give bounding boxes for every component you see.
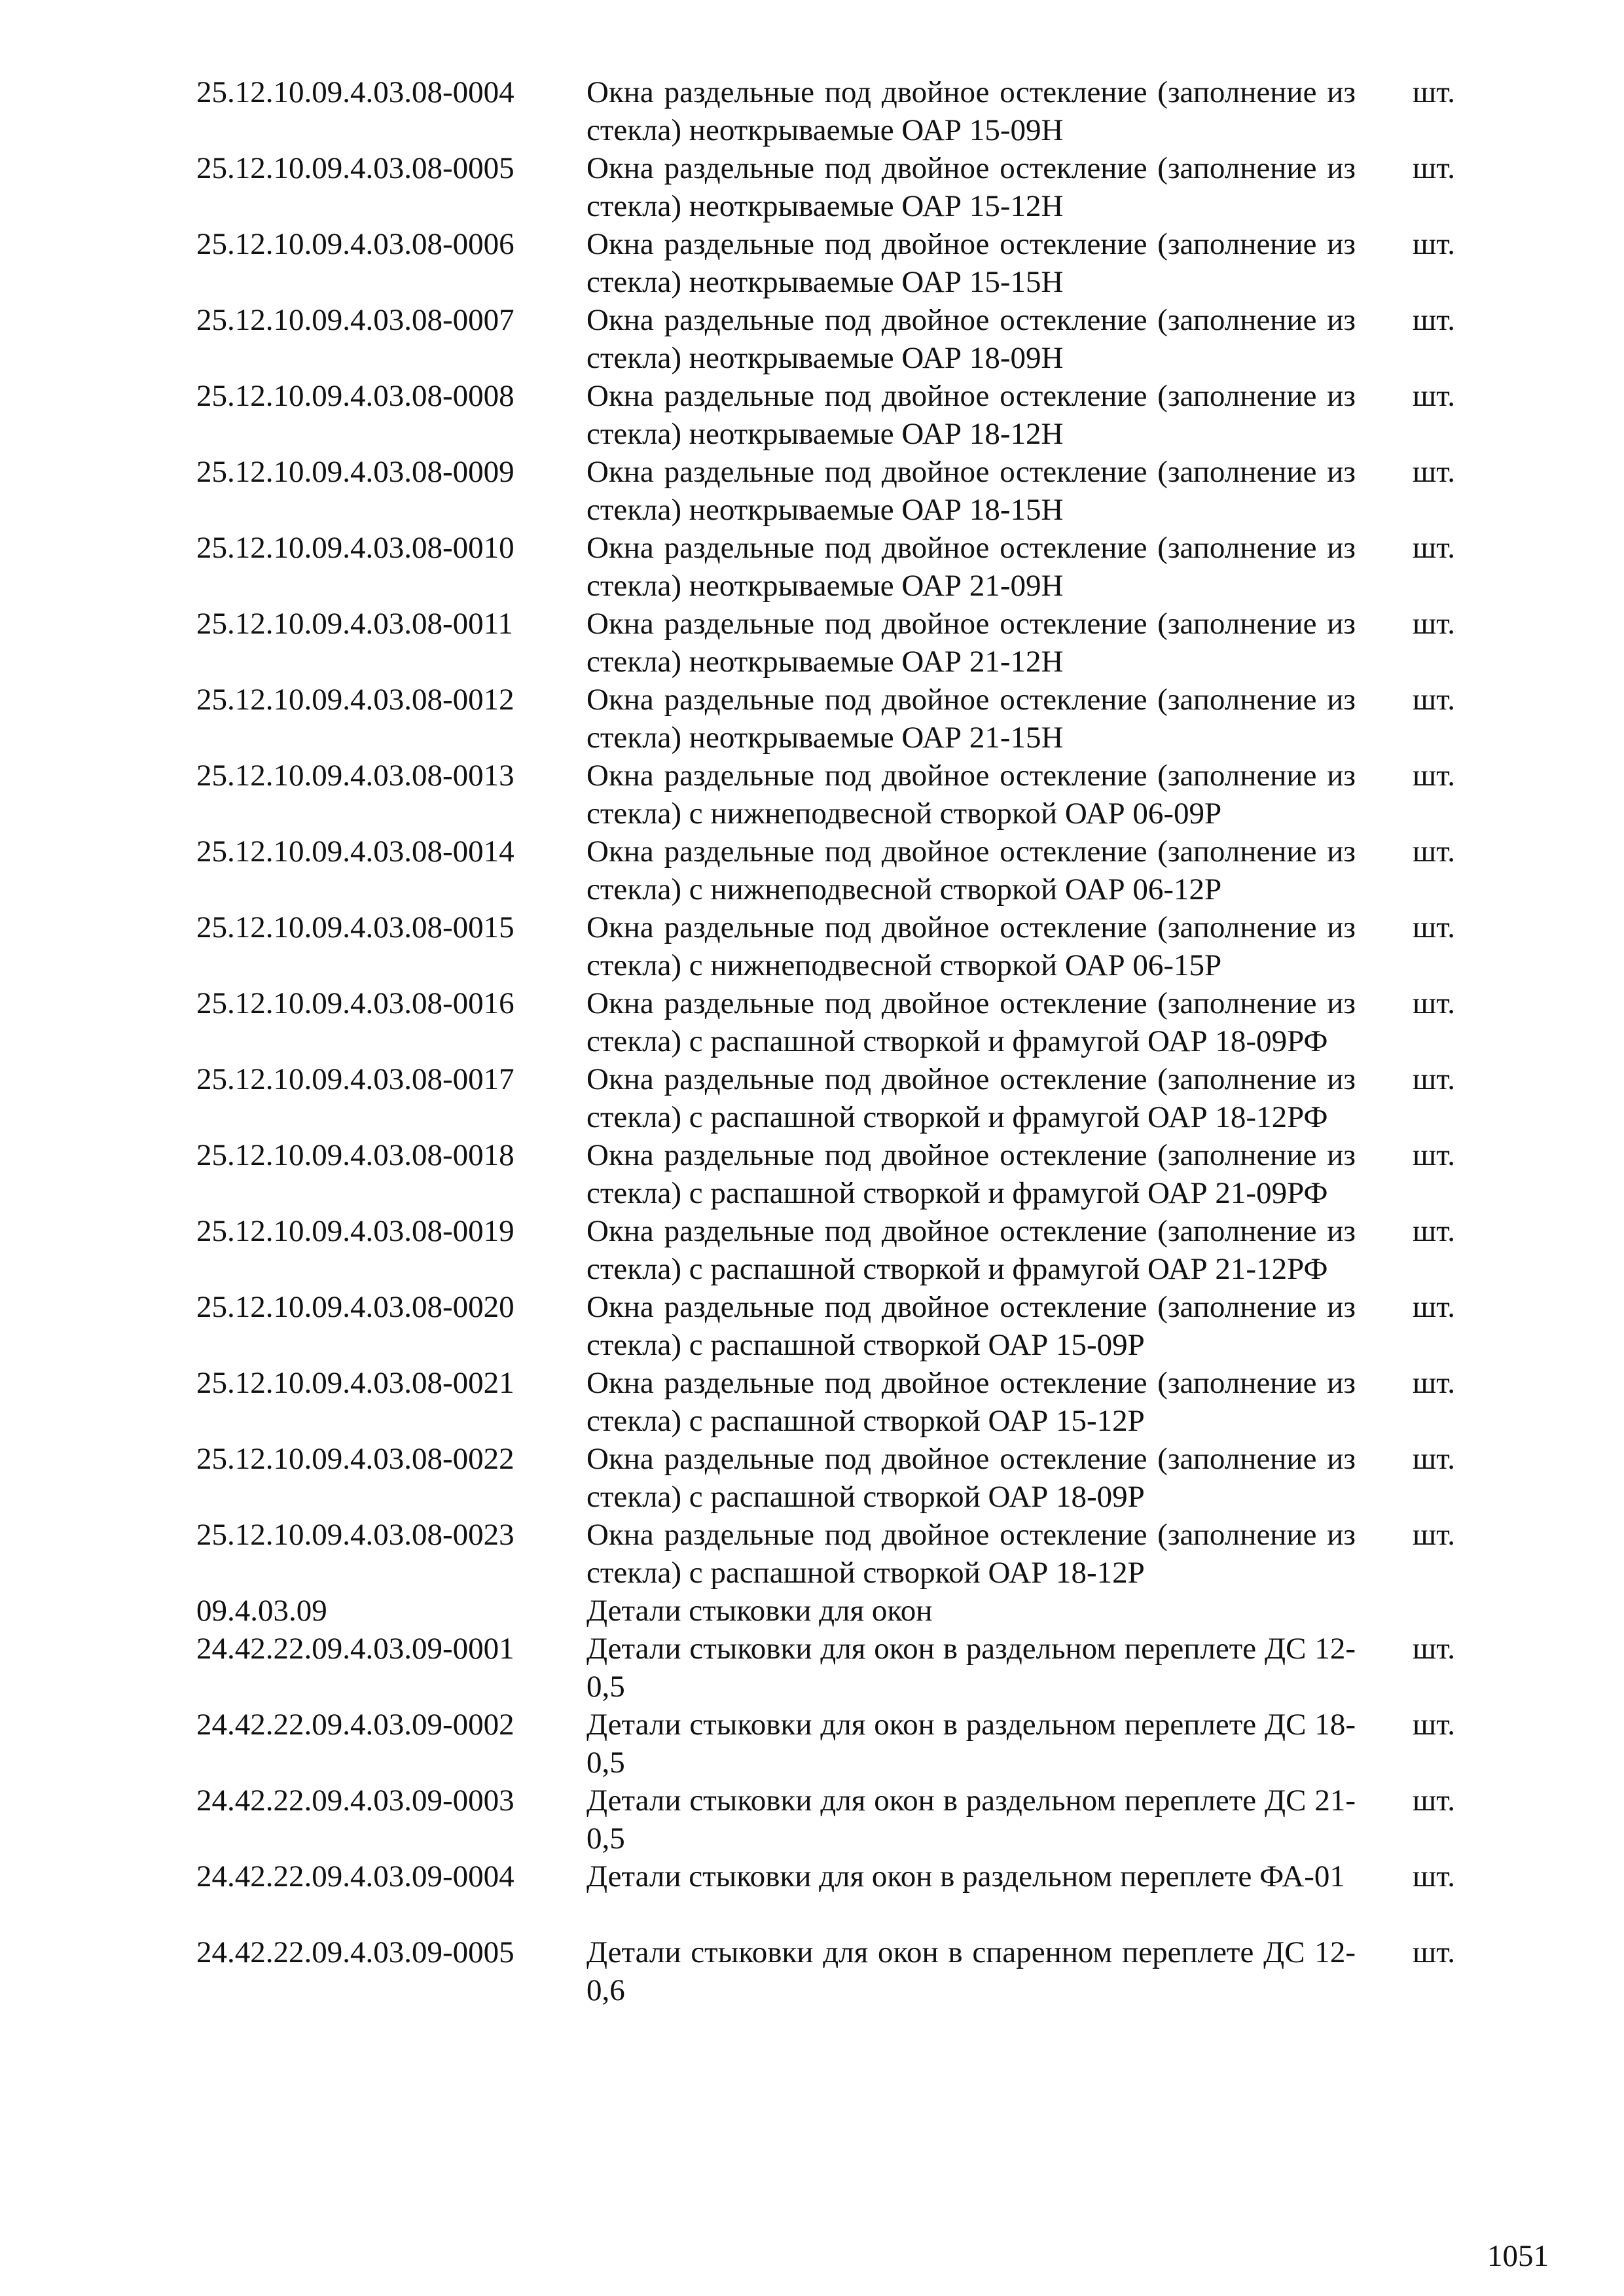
row-name: Окна раздельные под двойное остекление (заполнение из стекла) неоткрываемые ОАР 15-12Н (586, 151, 1356, 223)
catalog-row (196, 225, 1455, 301)
catalog-row (196, 529, 1455, 605)
catalog-row (196, 757, 1455, 833)
row-code: 25.12.10.09.4.03.08-0006 (196, 227, 514, 261)
row-code: 25.12.10.09.4.03.08-0008 (196, 379, 514, 413)
row-code: 25.12.10.09.4.03.08-0007 (196, 303, 514, 337)
row-code: 24.42.22.09.4.03.09-0003 (196, 1784, 514, 1818)
row-code: 25.12.10.09.4.03.08-0020 (196, 1290, 514, 1324)
row-name: Детали стыковки для окон в раздельном переплете ФА-01 (586, 1859, 1345, 1893)
row-name: Окна раздельные под двойное остекление (заполнение из стекла) неоткрываемые ОАР 21-12Н (586, 607, 1356, 679)
row-code: 25.12.10.09.4.03.08-0021 (196, 1366, 514, 1400)
row-code: 25.12.10.09.4.03.08-0015 (196, 910, 514, 944)
row-code: 25.12.10.09.4.03.08-0016 (196, 986, 514, 1020)
row-code: 09.4.03.09 (196, 1594, 327, 1628)
row-code: 25.12.10.09.4.03.08-0012 (196, 683, 514, 717)
row-unit: шт. (1413, 151, 1455, 185)
row-name: Окна раздельные под двойное остекление (заполнение из стекла) с нижнеподвесной створкой ОАР 06-12Р (586, 834, 1356, 906)
row-unit: шт. (1413, 1632, 1455, 1666)
row-unit: шт. (1413, 455, 1455, 489)
row-name: Детали стыковки для окон (586, 1594, 933, 1628)
row-name: Детали стыковки для окон в спаренном переплете ДС 12-0,6 (586, 1935, 1356, 2007)
row-code: 25.12.10.09.4.03.08-0022 (196, 1442, 514, 1476)
catalog-row (196, 908, 1455, 984)
row-unit: шт. (1413, 607, 1455, 641)
catalog-list (196, 73, 1455, 2009)
row-code: 25.12.10.09.4.03.08-0023 (196, 1518, 514, 1552)
catalog-row (196, 833, 1455, 908)
row-name: Окна раздельные под двойное остекление (заполнение из стекла) с распашной створкой ОАР 15-09Р (586, 1290, 1356, 1362)
row-code: 25.12.10.09.4.03.08-0017 (196, 1062, 514, 1096)
row-name: Окна раздельные под двойное остекление (заполнение из стекла) неоткрываемые ОАР 15-15Н (586, 227, 1356, 299)
row-code: 25.12.10.09.4.03.08-0011 (196, 607, 513, 641)
row-unit: шт. (1413, 1708, 1455, 1742)
catalog-row (196, 1706, 1455, 1782)
row-code: 24.42.22.09.4.03.09-0001 (196, 1632, 514, 1666)
row-unit: шт. (1413, 759, 1455, 793)
catalog-row (196, 1630, 1455, 1706)
row-unit: шт. (1413, 379, 1455, 413)
row-name: Окна раздельные под двойное остекление (заполнение из стекла) с распашной створкой ОАР 18-12Р (586, 1518, 1356, 1590)
row-unit: шт. (1413, 1062, 1455, 1096)
catalog-row (196, 149, 1455, 225)
page-number: 1051 (1487, 2239, 1549, 2273)
row-name: Окна раздельные под двойное остекление (заполнение из стекла) с распашной створкой ОАР 18-09Р (586, 1442, 1356, 1514)
row-name: Детали стыковки для окон в раздельном переплете ДС 21-0,5 (586, 1784, 1356, 1856)
row-name: Окна раздельные под двойное остекление (заполнение из стекла) неоткрываемые ОАР 15-09Н (586, 75, 1356, 147)
catalog-row (196, 1440, 1455, 1516)
row-unit: шт. (1413, 303, 1455, 337)
row-code: 24.42.22.09.4.03.09-0004 (196, 1859, 514, 1893)
row-name: Окна раздельные под двойное остекление (заполнение из стекла) с нижнеподвесной створкой ОАР 06-15Р (586, 910, 1356, 982)
row-name: Окна раздельные под двойное остекление (заполнение из стекла) с нижнеподвесной створкой ОАР 06-09Р (586, 759, 1356, 831)
row-unit: шт. (1413, 75, 1455, 109)
row-code: 24.42.22.09.4.03.09-0002 (196, 1708, 514, 1742)
catalog-row (196, 1364, 1455, 1440)
catalog-row (196, 1933, 1455, 2009)
row-name: Детали стыковки для окон в раздельном переплете ДС 12-0,5 (586, 1632, 1356, 1704)
catalog-row (196, 301, 1455, 377)
catalog-row (196, 605, 1455, 681)
row-name: Окна раздельные под двойное остекление (заполнение из стекла) неоткрываемые ОАР 18-09Н (586, 303, 1356, 375)
row-code: 25.12.10.09.4.03.08-0010 (196, 531, 514, 565)
row-name: Окна раздельные под двойное остекление (заполнение из стекла) с распашной створкой и фрамугой ОАР 18-12РФ (586, 1062, 1356, 1134)
catalog-row (196, 984, 1455, 1060)
row-code: 24.42.22.09.4.03.09-0005 (196, 1935, 514, 1969)
row-name: Окна раздельные под двойное остекление (заполнение из стекла) неоткрываемые ОАР 21-15Н (586, 683, 1356, 755)
row-unit: шт. (1413, 1290, 1455, 1324)
row-name: Окна раздельные под двойное остекление (заполнение из стекла) неоткрываемые ОАР 21-09Н (586, 531, 1356, 603)
row-unit: шт. (1413, 1442, 1455, 1476)
catalog-row (196, 1592, 1440, 1630)
row-unit: шт. (1413, 531, 1455, 565)
catalog-row (196, 1288, 1455, 1364)
row-unit: шт. (1413, 1366, 1455, 1400)
row-unit: шт. (1413, 1518, 1455, 1552)
row-unit: шт. (1413, 1784, 1455, 1818)
row-unit: шт. (1413, 1214, 1455, 1248)
row-unit: шт. (1413, 1935, 1455, 1969)
row-code: 25.12.10.09.4.03.08-0005 (196, 151, 514, 185)
catalog-row (196, 1060, 1455, 1136)
row-unit: шт. (1413, 227, 1455, 261)
row-name: Окна раздельные под двойное остекление (заполнение из стекла) с распашной створкой ОАР 15-12Р (586, 1366, 1356, 1438)
catalog-row (196, 453, 1455, 529)
catalog-row (196, 1857, 1455, 1933)
row-unit: шт. (1413, 1138, 1455, 1172)
catalog-row (196, 1516, 1455, 1592)
row-unit: шт. (1413, 1859, 1455, 1893)
row-unit: шт. (1413, 834, 1455, 869)
catalog-row (196, 377, 1455, 453)
row-code: 25.12.10.09.4.03.08-0019 (196, 1214, 514, 1248)
row-code: 25.12.10.09.4.03.08-0009 (196, 455, 514, 489)
row-name: Детали стыковки для окон в раздельном переплете ДС 18-0,5 (586, 1708, 1356, 1780)
row-code: 25.12.10.09.4.03.08-0004 (196, 75, 514, 109)
row-name: Окна раздельные под двойное остекление (заполнение из стекла) с распашной створкой и фрамугой ОАР 18-09РФ (586, 986, 1356, 1058)
catalog-row (196, 1782, 1455, 1857)
row-name: Окна раздельные под двойное остекление (заполнение из стекла) неоткрываемые ОАР 18-12Н (586, 379, 1356, 451)
catalog-row (196, 1136, 1455, 1212)
row-code: 25.12.10.09.4.03.08-0013 (196, 759, 514, 793)
catalog-row (196, 681, 1455, 757)
row-code: 25.12.10.09.4.03.08-0014 (196, 834, 514, 869)
row-unit: шт. (1413, 683, 1455, 717)
catalog-row (196, 1212, 1455, 1288)
row-name: Окна раздельные под двойное остекление (заполнение из стекла) неоткрываемые ОАР 18-15Н (586, 455, 1356, 527)
row-unit: шт. (1413, 986, 1455, 1020)
catalog-row (196, 73, 1455, 149)
row-name: Окна раздельные под двойное остекление (заполнение из стекла) с распашной створкой и фрамугой ОАР 21-12РФ (586, 1214, 1356, 1286)
row-name: Окна раздельные под двойное остекление (заполнение из стекла) с распашной створкой и фрамугой ОАР 21-09РФ (586, 1138, 1356, 1210)
row-unit: шт. (1413, 910, 1455, 944)
row-code: 25.12.10.09.4.03.08-0018 (196, 1138, 514, 1172)
